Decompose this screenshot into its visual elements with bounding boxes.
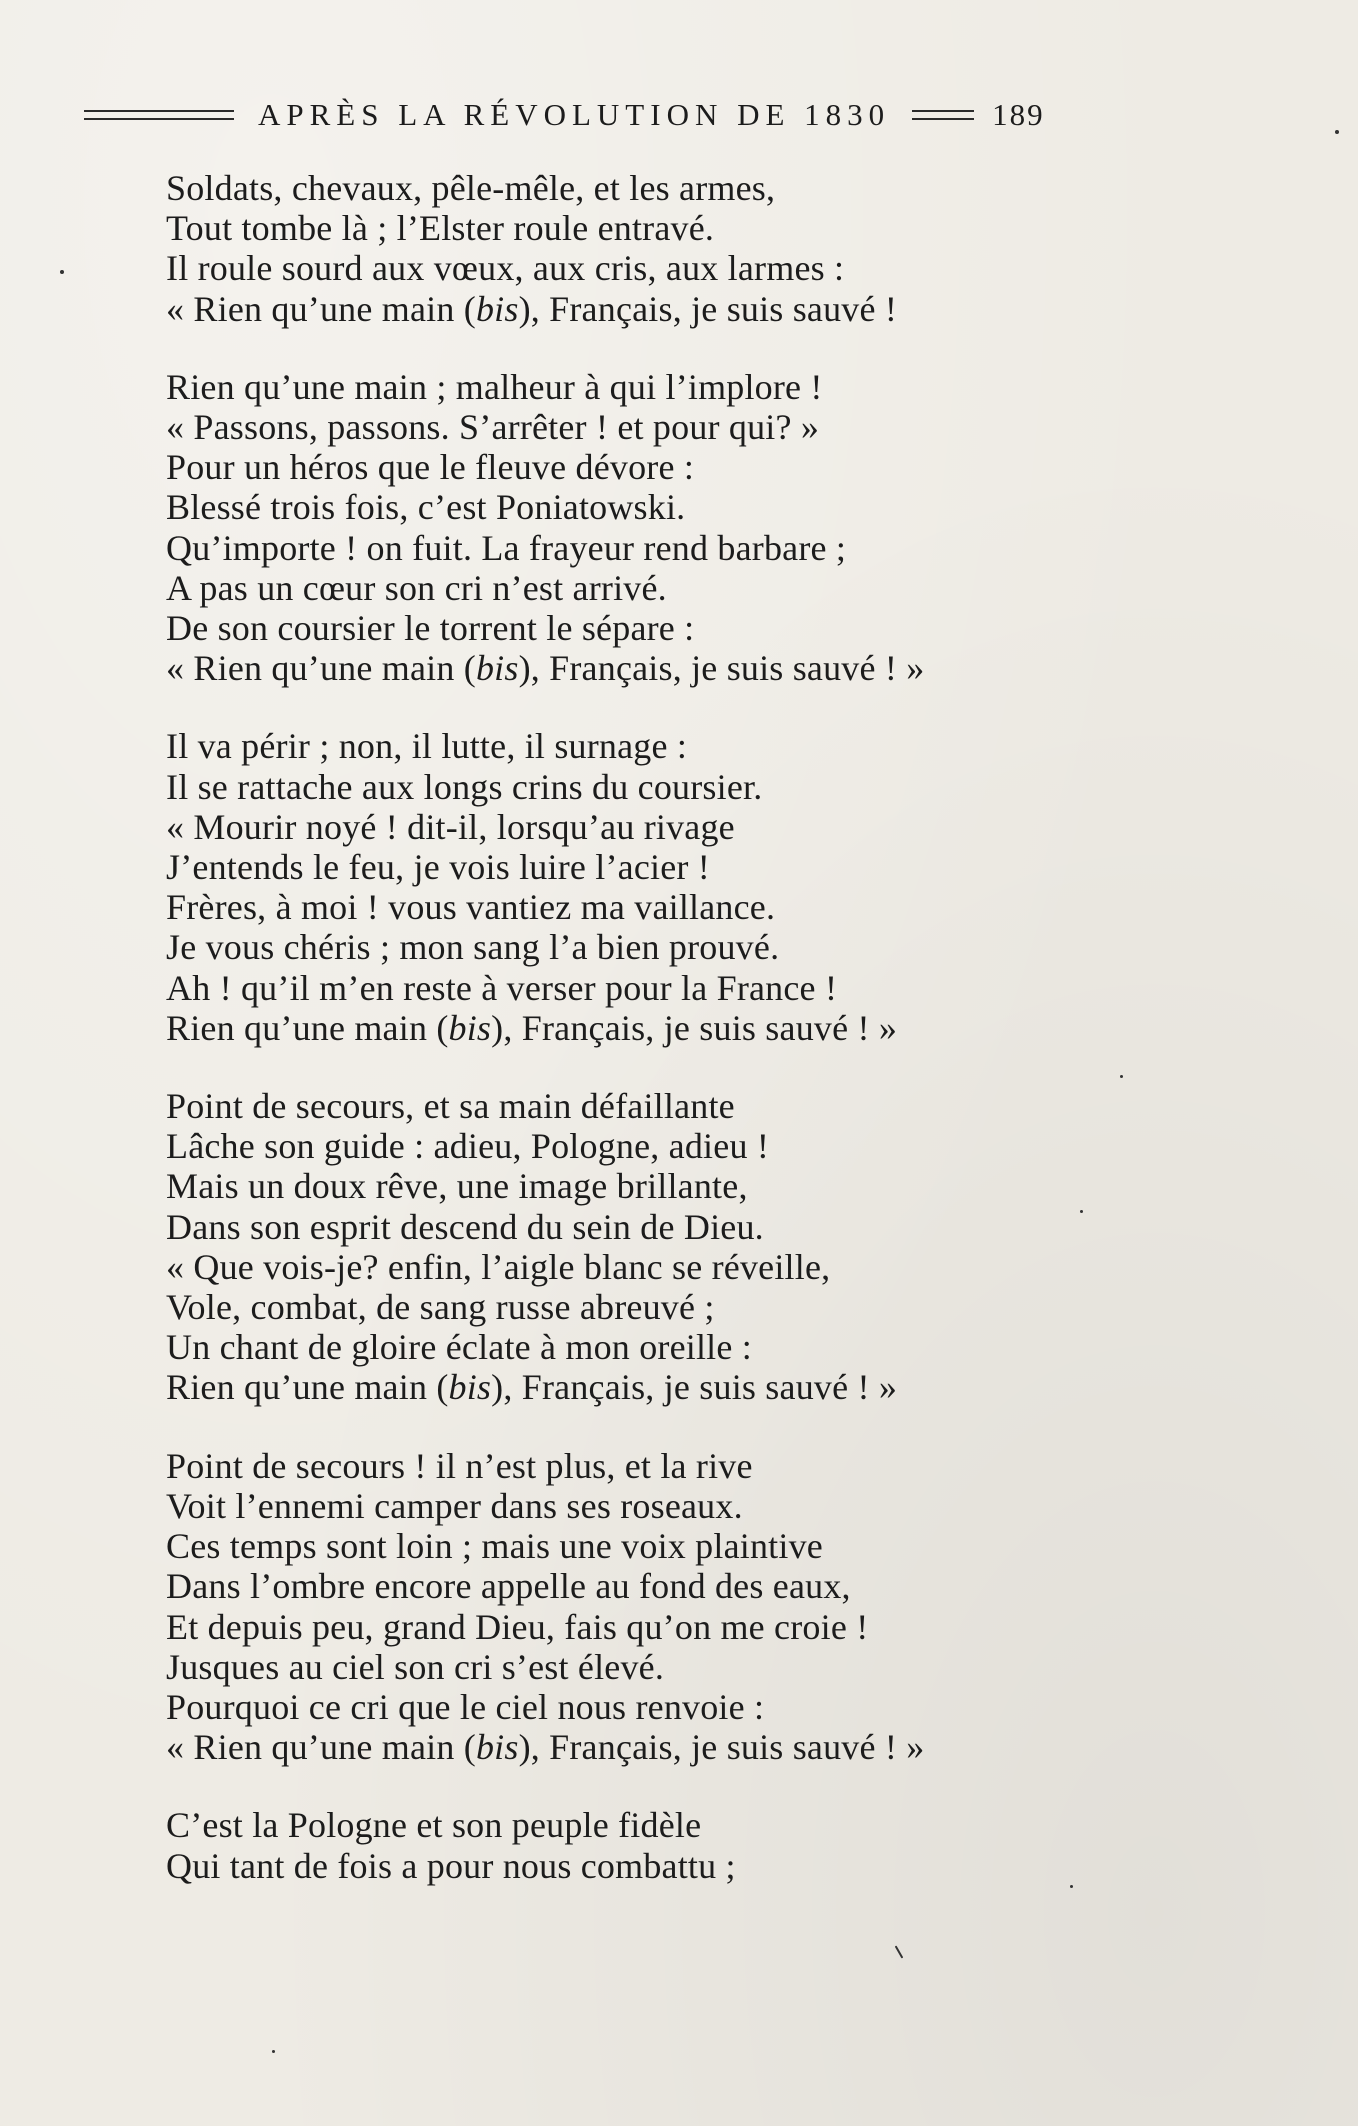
- paper-speck: [1080, 1210, 1083, 1213]
- running-title: APRÈS LA RÉVOLUTION DE 1830: [258, 97, 891, 132]
- verse-line: J’entends le feu, je vois luire l’acier !: [166, 847, 710, 888]
- verse-line: Frères, à moi ! vous vantiez ma vaillance.: [166, 887, 776, 928]
- verse-line: C’est la Pologne et son peuple fidèle: [166, 1805, 702, 1846]
- stanza: [166, 367, 1226, 689]
- verse-line: De son coursier le torrent le sépare :: [166, 608, 695, 649]
- verse-line: Point de secours, et sa main défaillante: [166, 1086, 735, 1127]
- verse-line-text: « Rien qu’une main (: [166, 288, 476, 329]
- verse-line-text: ), Français, je suis sauvé ! »: [518, 648, 925, 689]
- verse-line-text: « Rien qu’une main (: [166, 648, 476, 689]
- verse-line-text: ), Français, je suis sauvé !: [518, 288, 898, 329]
- poem-body: [166, 168, 1226, 1924]
- verse-line: Il va périr ; non, il lutte, il surnage :: [166, 726, 688, 767]
- verse-line-text: ), Français, je suis sauvé ! »: [491, 1367, 898, 1408]
- verse-line: [166, 1367, 1226, 1407]
- verse-line: « Mourir noyé ! dit-il, lorsqu’au rivage: [166, 806, 735, 847]
- paper-speck: [1120, 1075, 1123, 1078]
- verse-line: Ces temps sont loin ; mais une voix plaintive: [166, 1526, 823, 1567]
- verse-line: Ah ! qu’il m’en reste à verser pour la France !: [166, 967, 838, 1008]
- verse-line: Un chant de gloire éclate à mon oreille :: [166, 1327, 752, 1368]
- verse-line: [166, 1727, 1226, 1767]
- verse-line: Il roule sourd aux vœux, aux cris, aux larmes :: [166, 248, 845, 289]
- stanza: [166, 168, 1226, 329]
- verse-line: [166, 648, 1226, 688]
- verse-line: Pour un héros que le fleuve dévore :: [166, 447, 695, 488]
- header-rule-right: [912, 110, 974, 120]
- verse-line: Je vous chéris ; mon sang l’a bien prouvé.: [166, 927, 780, 968]
- stanza: [166, 1086, 1226, 1408]
- running-header: [84, 95, 1180, 135]
- verse-line: Soldats, chevaux, pêle-mêle, et les armes,: [166, 168, 776, 208]
- paper-speck: [895, 1945, 904, 1958]
- verse-line: Qui tant de fois a pour nous combattu ;: [166, 1845, 736, 1886]
- header-rule-left: [84, 110, 234, 120]
- verse-line-text: ), Français, je suis sauvé ! »: [518, 1727, 925, 1768]
- verse-line: Dans son esprit descend du sein de Dieu.: [166, 1206, 764, 1247]
- refrain-italic: bis: [448, 1007, 492, 1048]
- verse-line: A pas un cœur son cri n’est arrivé.: [166, 567, 667, 608]
- verse-line: Et depuis peu, grand Dieu, fais qu’on me croie !: [166, 1606, 869, 1647]
- paper-speck: [272, 2050, 275, 2053]
- verse-line: Voit l’ennemi camper dans ses roseaux.: [166, 1485, 743, 1526]
- refrain-italic: bis: [475, 288, 519, 329]
- verse-line-text: Rien qu’une main (: [166, 1367, 449, 1408]
- verse-line: « Que vois-je? enfin, l’aigle blanc se réveille,: [166, 1246, 831, 1287]
- verse-line: Lâche son guide : adieu, Pologne, adieu !: [166, 1126, 770, 1167]
- paper-speck: [1335, 130, 1339, 134]
- verse-line: Vole, combat, de sang russe abreuvé ;: [166, 1287, 715, 1328]
- paper-speck: [60, 270, 64, 274]
- verse-line-text: Rien qu’une main (: [166, 1007, 449, 1048]
- verse-line: « Passons, passons. S’arrêter ! et pour qui? »: [166, 407, 820, 448]
- verse-line: Dans l’ombre encore appelle au fond des eaux,: [166, 1566, 851, 1607]
- stanza: [166, 1805, 1226, 1885]
- verse-line: Tout tombe là ; l’Elster roule entravé.: [166, 208, 715, 249]
- stanza: [166, 1446, 1226, 1768]
- verse-line: Mais un doux rêve, une image brillante,: [166, 1166, 748, 1207]
- refrain-italic: bis: [448, 1367, 492, 1408]
- verse-line: Il se rattache aux longs crins du coursier.: [166, 766, 763, 807]
- verse-line-text: ), Français, je suis sauvé ! »: [491, 1007, 898, 1048]
- paper-speck: [1070, 1885, 1073, 1888]
- verse-line: [166, 289, 1226, 329]
- verse-line-text: « Rien qu’une main (: [166, 1727, 476, 1768]
- verse-line: Jusques au ciel son cri s’est élevé.: [166, 1646, 665, 1687]
- stanza: [166, 726, 1226, 1048]
- verse-line: Blessé trois fois, c’est Poniatowski.: [166, 487, 686, 528]
- refrain-italic: bis: [475, 1727, 519, 1768]
- verse-line: Point de secours ! il n’est plus, et la rive: [166, 1445, 753, 1486]
- verse-line: Pourquoi ce cri que le ciel nous renvoie :: [166, 1686, 765, 1727]
- verse-line: Qu’importe ! on fuit. La frayeur rend barbare ;: [166, 527, 847, 568]
- verse-line: [166, 1008, 1226, 1048]
- refrain-italic: bis: [475, 648, 519, 689]
- page-number: 189: [992, 97, 1045, 132]
- verse-line: Rien qu’une main ; malheur à qui l’implore !: [166, 366, 823, 407]
